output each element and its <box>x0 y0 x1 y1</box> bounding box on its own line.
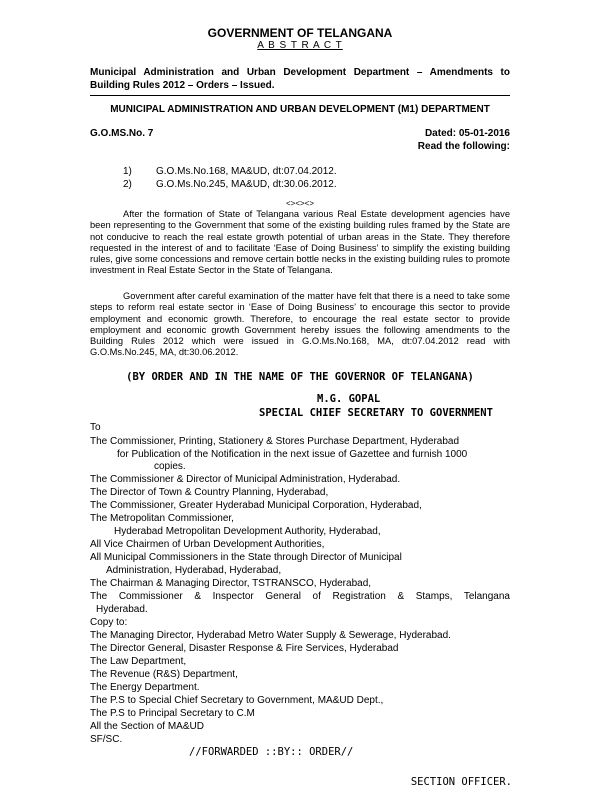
list-item: The Metropolitan Commissioner, <box>90 513 234 524</box>
list-item: Administration, Hyderabad, Hyderabad, <box>106 565 282 576</box>
list-item: The Chairman & Managing Director, TSTRANSCO, Hyderabad, <box>90 578 372 589</box>
signatory-title: SPECIAL CHIEF SECRETARY TO GOVERNMENT <box>259 407 493 419</box>
list-item: The Commissioner & Inspector General of Registration & Stamps, Telangana <box>90 591 510 602</box>
section-officer: SECTION OFFICER. <box>410 776 512 788</box>
list-item: The Commissioner, Printing, Stationery & Stores Purchase Department, Hyderabad <box>90 436 460 447</box>
list-item: copies. <box>154 461 186 472</box>
list-item: The Director General, Disaster Response & Fire Services, Hyderabad <box>90 643 399 654</box>
reference-number: 1) <box>123 166 132 177</box>
list-item: The P.S to Special Chief Secretary to Government, MA&UD Dept., <box>90 695 384 706</box>
subject-divider <box>90 95 510 96</box>
list-item: All Municipal Commissioners in the State through Director of Municipal <box>90 552 402 563</box>
go-number: G.O.MS.No. 7 <box>90 128 154 139</box>
abstract-label: A B S T R A C T <box>257 40 343 51</box>
list-item: The Energy Department. <box>90 682 200 693</box>
list-item: All Vice Chairmen of Urban Development Authorities, <box>90 539 325 550</box>
reference-number: 2) <box>123 179 132 190</box>
list-item: All the Section of MA&UD <box>90 721 204 732</box>
subject-line: Municipal Administration and Urban Development Department – Amendments to Building Rules 2012 – Orders – Issued. <box>90 67 510 91</box>
list-item: The Director of Town & Country Planning, Hyderabad, <box>90 487 329 498</box>
list-item: The Managing Director, Hyderabad Metro Water Supply & Sewerage, Hyderabad. <box>90 630 451 641</box>
body-paragraph-2: Government after careful examination of the matter have felt that there is a need to take some steps to reform real estate sector in ‘Ease of Doing Business’ to encourage this sector to provide employment and economic growth. Therefore, to encourage the real estate sector to provide employment and economic growth Government hereby issues the following amendments to the Building Rules 2012 which were issued in G.O.Ms.No.168, MA, dt:07.04.2012 read with G.O.Ms.No.245, MA, dt:30.06.2012. <box>90 291 510 358</box>
list-item: for Publication of the Notification in the next issue of Gazettee and furnish 1000 <box>117 449 468 460</box>
list-item: The P.S to Principal Secretary to C.M <box>90 708 255 719</box>
read-following: Read the following: <box>417 141 510 152</box>
list-item: Hyderabad Metropolitan Development Authority, Hyderabad, <box>114 526 381 537</box>
signatory-name: M.G. GOPAL <box>317 393 381 405</box>
reference-text: G.O.Ms.No.168, MA&UD, dt:07.04.2012. <box>156 166 337 177</box>
by-order-line: (BY ORDER AND IN THE NAME OF THE GOVERNOR OF TELANGANA) <box>126 371 474 383</box>
reference-text: G.O.Ms.No.245, MA&UD, dt:30.06.2012. <box>156 179 337 190</box>
list-item: The Commissioner, Greater Hyderabad Municipal Corporation, Hyderabad, <box>90 500 422 511</box>
forwarded-by-order: //FORWARDED ::BY:: ORDER// <box>189 746 354 758</box>
copy-to-label: Copy to: <box>90 617 128 628</box>
to-label: To <box>90 422 101 433</box>
body-paragraph-1: After the formation of State of Telangana various Real Estate development agencies have been representing to the Government that some of the existing building rules framed by the State are not conducive to reach the real estate growth potential of urban areas in the State. They therefore requested in the interest of and to facilitate ‘Ease of Doing Business’ to simplify the existing building rules, give some concessions and remove certain bottle necks in the existing building rules to promote investment in Real Estate Sector in the State of Telangana. <box>90 209 510 276</box>
list-item: The Revenue (R&S) Department, <box>90 669 238 680</box>
list-item: SF/SC. <box>90 734 123 745</box>
list-item: The Law Department, <box>90 656 187 667</box>
section-separator: <><><> <box>285 199 315 208</box>
list-item: Hyderabad. <box>96 604 148 615</box>
department-heading: MUNICIPAL ADMINISTRATION AND URBAN DEVELOPMENT (M1) DEPARTMENT <box>110 104 490 115</box>
order-date: Dated: 05-01-2016 <box>424 128 510 139</box>
abstract-heading <box>0 40 600 51</box>
government-title: GOVERNMENT OF TELANGANA <box>207 26 393 40</box>
list-item: The Commissioner & Director of Municipal Administration, Hyderabad. <box>90 474 401 485</box>
